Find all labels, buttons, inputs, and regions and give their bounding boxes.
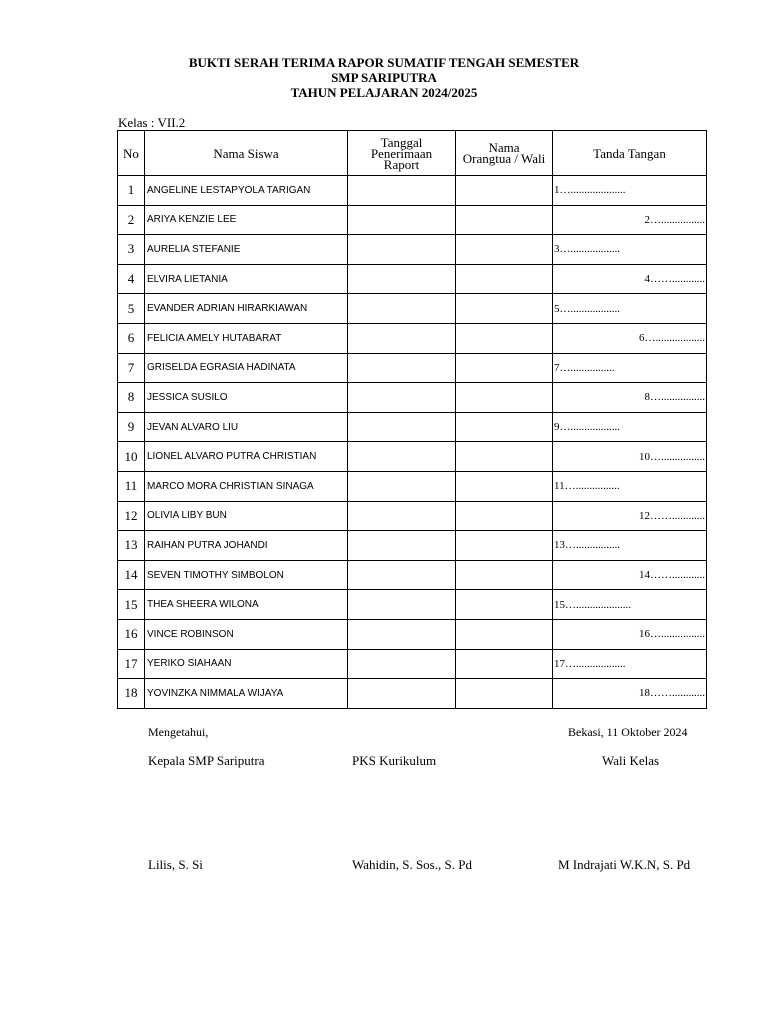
header-date-line3: Raport [383,156,420,172]
signature-cell: 13…................ [553,531,707,561]
table-row [118,205,707,235]
header-received-date [348,131,456,176]
signature-cell: 18……............ [553,679,707,709]
student-name: OLIVIA LIBY BUN [145,501,348,531]
parent-name-cell [456,235,553,265]
header-date-line2: Penerimaan [370,145,433,161]
parent-name-cell [456,353,553,383]
signature-cell: 7…................ [553,353,707,383]
header-date-line1: Tanggal [380,134,423,150]
acknowledged-label: Mengetahui, [148,725,209,739]
row-number: 9 [118,412,145,442]
parent-name-cell [456,679,553,709]
table-row [118,501,707,531]
signature-cell: 5….................. [553,294,707,324]
student-name: JEVAN ALVARO LIU [145,412,348,442]
signatory-homeroom: M Indrajati W.K.N, S. Pd [558,857,691,872]
table-header-row [118,131,707,176]
class-label: Kelas : VII.2 [118,115,186,130]
signature-cell: 12……............ [553,501,707,531]
header-parent-name [456,131,553,176]
place-date: Bekasi, 11 Oktober 2024 [568,725,688,739]
signature-cell: 11…................ [553,471,707,501]
received-date-cell [348,294,456,324]
received-date-cell [348,235,456,265]
parent-name-cell [456,619,553,649]
table-row [118,649,707,679]
table-row [118,383,707,413]
parent-name-cell [456,323,553,353]
header-parent-line1: Nama [488,140,520,155]
received-date-cell [348,383,456,413]
academic-year: TAHUN PELAJARAN 2024/2025 [290,85,478,100]
row-number: 5 [118,294,145,324]
row-number: 4 [118,264,145,294]
parent-name-cell [456,383,553,413]
student-name: VINCE ROBINSON [145,619,348,649]
student-name: ELVIRA LIETANIA [145,264,348,294]
signature-cell: 3….................. [553,235,707,265]
row-number: 14 [118,560,145,590]
signature-cell: 15….................... [553,590,707,620]
role-curriculum: PKS Kurikulum [352,753,437,768]
header-parent-line2: Orangtua / Wali [462,151,546,166]
row-number: 16 [118,619,145,649]
role-homeroom: Wali Kelas [602,753,660,768]
table-row [118,323,707,353]
table-row [118,531,707,561]
student-name: RAIHAN PUTRA JOHANDI [145,531,348,561]
received-date-cell [348,442,456,472]
table-row [118,679,707,709]
student-name: ANGELINE LESTAPYOLA TARIGAN [145,176,348,206]
received-date-cell [348,501,456,531]
row-number: 6 [118,323,145,353]
received-date-cell [348,412,456,442]
row-number: 18 [118,679,145,709]
row-number: 12 [118,501,145,531]
signature-cell: 14……............ [553,560,707,590]
student-name: MARCO MORA CHRISTIAN SINAGA [145,471,348,501]
parent-name-cell [456,560,553,590]
received-date-cell [348,649,456,679]
row-number: 17 [118,649,145,679]
table-row [118,264,707,294]
student-name: SEVEN TIMOTHY SIMBOLON [145,560,348,590]
student-name: FELICIA AMELY HUTABARAT [145,323,348,353]
received-date-cell [348,471,456,501]
row-number: 10 [118,442,145,472]
signature-cell: 4……............ [553,264,707,294]
row-number: 3 [118,235,145,265]
signature-cell: 1….................... [553,176,707,206]
table-row [118,560,707,590]
parent-name-cell [456,176,553,206]
received-date-cell [348,353,456,383]
signature-cell: 8…................ [553,383,707,413]
student-name: YERIKO SIAHAAN [145,649,348,679]
table-row [118,471,707,501]
row-number: 15 [118,590,145,620]
received-date-cell [348,679,456,709]
row-number: 8 [118,383,145,413]
signature-cell: 9….................. [553,412,707,442]
parent-name-cell [456,471,553,501]
student-name: THEA SHEERA WILONA [145,590,348,620]
student-name: LIONEL ALVARO PUTRA CHRISTIAN [145,442,348,472]
parent-name-cell [456,264,553,294]
table-row [118,176,707,206]
student-name: AURELIA STEFANIE [145,235,348,265]
signature-cell: 2…................ [553,205,707,235]
received-date-cell [348,560,456,590]
document-title-line1: BUKTI SERAH TERIMA RAPOR SUMATIF TENGAH SEMESTER [188,55,580,70]
parent-name-cell [456,412,553,442]
parent-name-cell [456,501,553,531]
school-name: SMP SARIPUTRA [331,70,437,85]
student-name: GRISELDA EGRASIA HADINATA [145,353,348,383]
header-signature: Tanda Tangan [553,131,707,176]
student-name: EVANDER ADRIAN HIRARKIAWAN [145,294,348,324]
table-row [118,412,707,442]
signatory-principal: Lilis, S. Si [148,857,203,872]
parent-name-cell [456,531,553,561]
row-number: 1 [118,176,145,206]
signature-cell: 6….................. [553,323,707,353]
header-student-name: Nama Siswa [145,131,348,176]
received-date-cell [348,590,456,620]
signatory-curriculum: Wahidin, S. Sos., S. Pd [352,857,472,872]
header-no: No [118,131,145,176]
handover-table [117,130,707,709]
row-number: 11 [118,471,145,501]
table-row [118,294,707,324]
received-date-cell [348,264,456,294]
student-name: ARIYA KENZIE LEE [145,205,348,235]
received-date-cell [348,323,456,353]
student-name: YOVINZKA NIMMALA WIJAYA [145,679,348,709]
role-principal: Kepala SMP Sariputra [148,753,265,768]
received-date-cell [348,619,456,649]
row-number: 7 [118,353,145,383]
parent-name-cell [456,294,553,324]
parent-name-cell [456,442,553,472]
table-row [118,235,707,265]
signature-cell: 16…................ [553,619,707,649]
received-date-cell [348,205,456,235]
received-date-cell [348,531,456,561]
received-date-cell [348,176,456,206]
parent-name-cell [456,590,553,620]
signature-cell: 17….................. [553,649,707,679]
row-number: 2 [118,205,145,235]
table-row [118,442,707,472]
row-number: 13 [118,531,145,561]
table-row [118,619,707,649]
student-name: JESSICA SUSILO [145,383,348,413]
table-row [118,353,707,383]
parent-name-cell [456,649,553,679]
table-row [118,590,707,620]
signature-cell: 10…................ [553,442,707,472]
parent-name-cell [456,205,553,235]
